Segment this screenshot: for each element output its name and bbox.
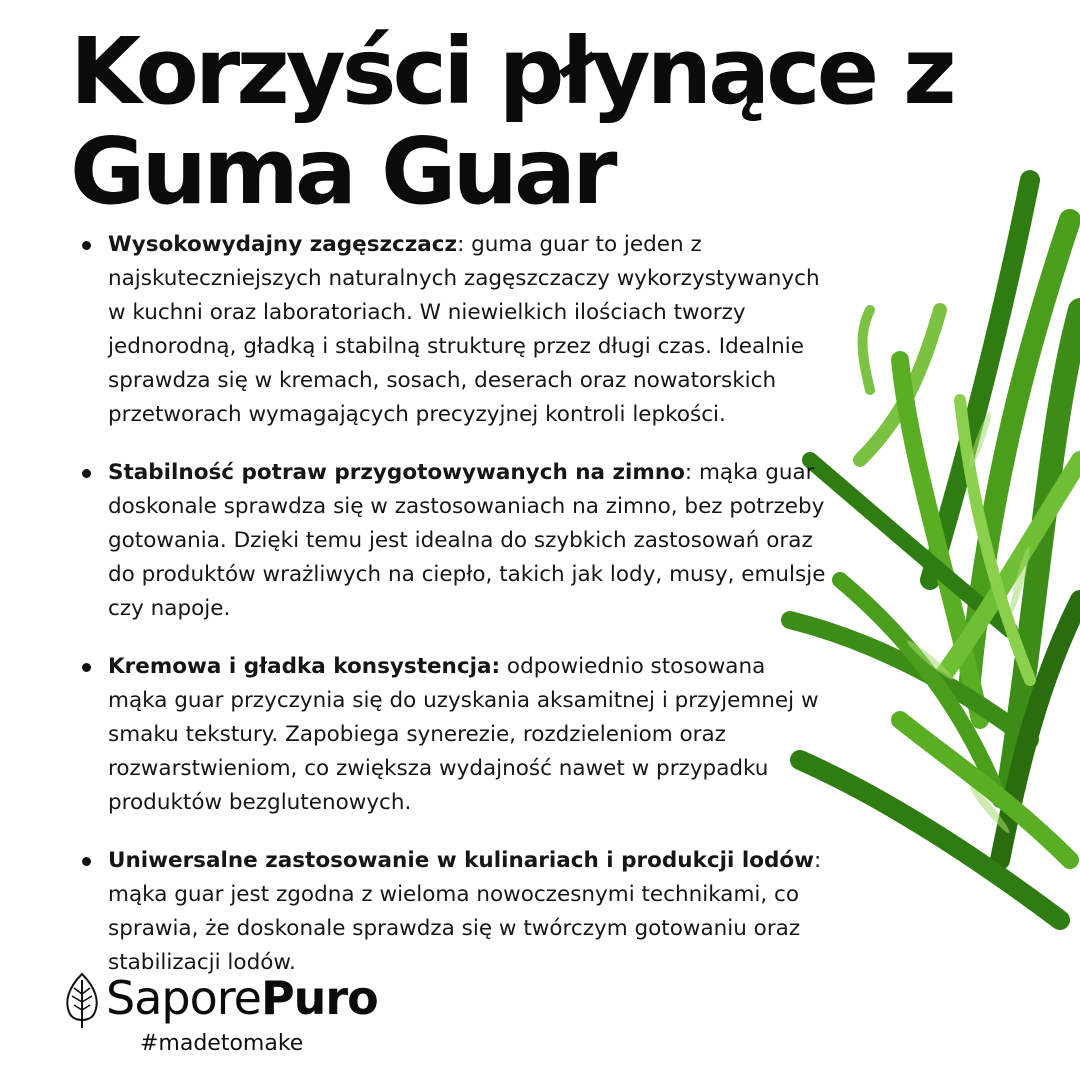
benefit-heading: Wysokowydajny zagęszczacz: [108, 232, 458, 257]
bullet-icon: [82, 469, 91, 478]
brand-name-bold: Puro: [260, 971, 378, 1025]
benefit-heading: Kremowa i gładka konsystencja:: [108, 654, 501, 679]
brand-name-light: Sapore: [106, 971, 261, 1025]
benefit-text: guma guar to jeden z najskuteczniejszych naturalnych zagęszczaczy wykorzystywanych w kuchni oraz laboratoriach. W niewielkich ilościach tworzy jednorodną, gładką i stabilną strukturę przez długi czas. Idealnie sprawdza się w kremach, sosach, deserach oraz nowatorskich przetworach wymagających precyzyjnej kontroli lepkości.: [108, 232, 820, 427]
benefit-item: [78, 456, 828, 626]
benefit-item: [78, 228, 828, 432]
benefit-text: mąka guar jest zgodna z wieloma nowoczesnymi technikami, co sprawia, że doskonale sprawdza się w twórczym gotowaniu oraz stabilizacji lodów.: [108, 882, 801, 975]
page-title-line-2: Guma Guar: [70, 118, 614, 225]
benefit-text: odpowiednio stosowana mąka guar przyczynia się do uzyskania aksamitnej i przyjemnej w smaku tekstury. Zapobiega synerezie, rozdzieleniom oraz rozwarstwieniom, co zwiększa wydajność nawet w przypadku produktów bezglutenowych.: [108, 654, 819, 815]
benefit-separator: :: [457, 232, 465, 257]
benefit-item: [78, 650, 828, 820]
benefit-heading: Uniwersalne zastosowanie w kulinariach i produkcji lodów: [108, 848, 815, 873]
benefit-heading: Stabilność potraw przygotowywanych na zimno: [108, 460, 685, 485]
bullet-icon: [82, 857, 91, 866]
bullet-icon: [82, 241, 91, 250]
benefit-separator: :: [814, 848, 822, 873]
benefit-separator: :: [684, 460, 693, 485]
brand-hashtag: #madetomake: [140, 1031, 304, 1056]
leaf-icon: [62, 972, 102, 1030]
bullet-icon: [82, 663, 91, 672]
benefit-text: mąka guar doskonale sprawdza się w zastosowaniach na zimno, bez potrzeby gotowania. Dzięki temu jest idealna do szybkich zastosowań oraz do produktów wrażliwych na ciepło, takich jak lody, musy, emulsje czy napoje.: [108, 460, 826, 621]
brand-logo: [62, 970, 482, 1070]
brand-name: [106, 968, 378, 1028]
benefit-item: [78, 844, 828, 980]
benefits-list: [78, 228, 828, 1004]
page-title-line-1: Korzyści płynące z: [70, 18, 953, 125]
